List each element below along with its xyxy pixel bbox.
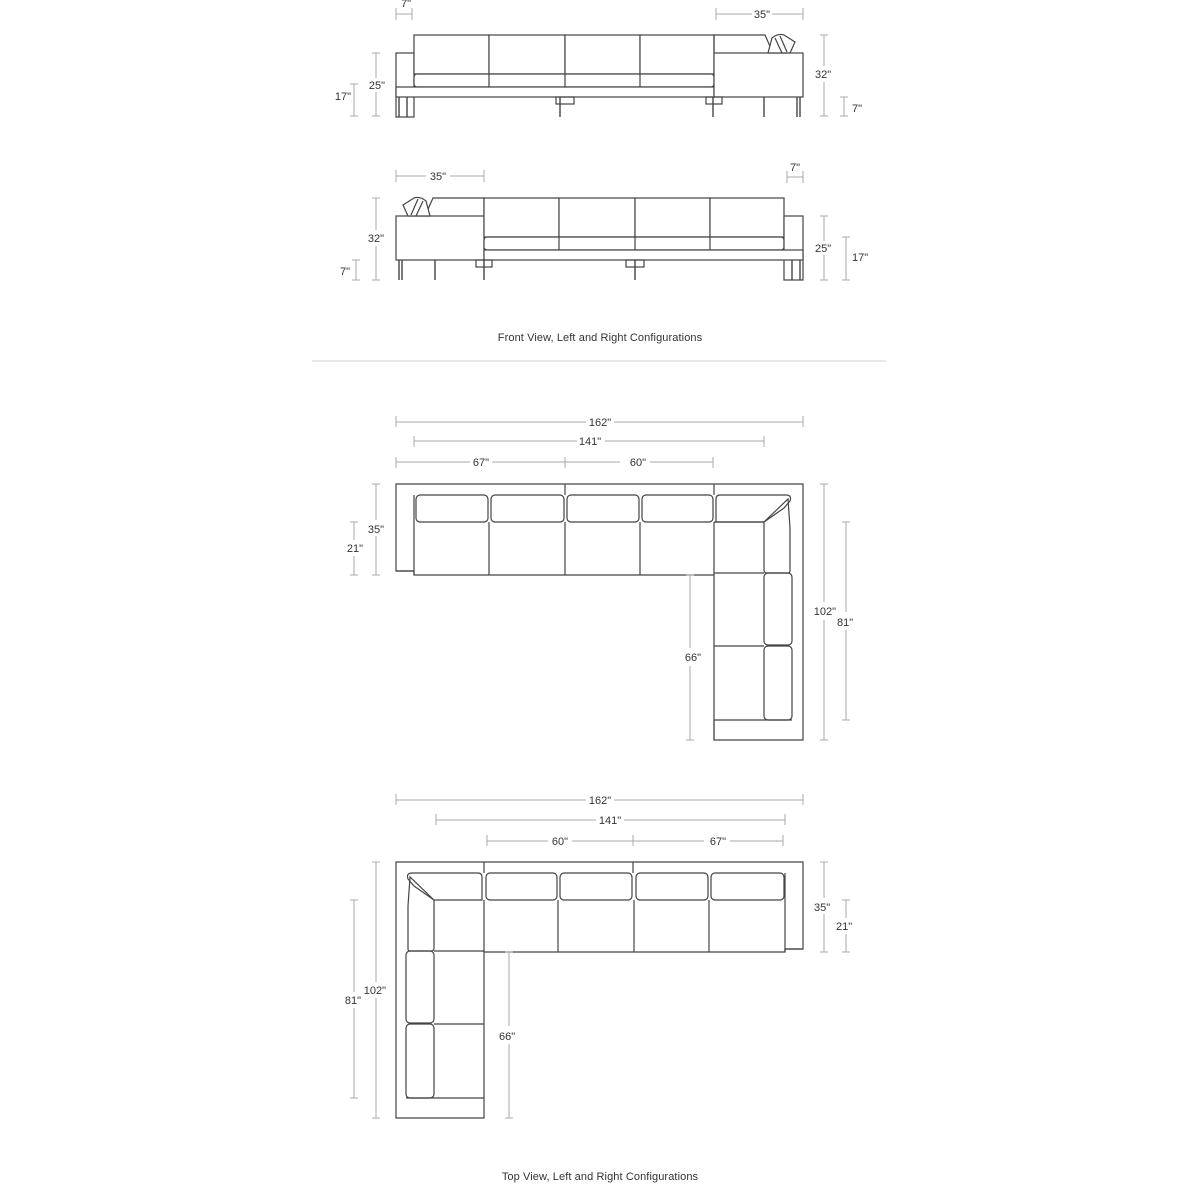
dim-top-right-section-a: 67" bbox=[472, 457, 490, 469]
dim-top-left-overall-width: 162" bbox=[588, 795, 612, 807]
dim-top-left-chaise-inner: 81" bbox=[344, 995, 361, 1007]
dim-front-right-seat-height: 17" bbox=[334, 91, 351, 103]
dim-top-left-inner-width: 141" bbox=[598, 815, 622, 827]
dim-top-left-section-a: 60" bbox=[551, 836, 569, 848]
front-view-left-config bbox=[340, 162, 868, 280]
dim-front-right-chaise-width: 35" bbox=[753, 9, 771, 21]
dim-top-left-chaise-overall: 102" bbox=[363, 985, 386, 997]
dim-top-right-chaise-extension: 66" bbox=[684, 652, 701, 664]
dim-front-left-overall-height: 32" bbox=[367, 233, 384, 245]
sofa-front-right-drawing bbox=[396, 34, 803, 117]
dim-front-right-back-height: 25" bbox=[368, 80, 385, 92]
dim-top-right-seat-depth: 21" bbox=[346, 543, 363, 555]
dim-top-right-section-b: 60" bbox=[629, 457, 647, 469]
front-view-right-config bbox=[335, 0, 862, 117]
dim-top-left-depth: 35" bbox=[814, 902, 831, 914]
front-view-caption: Front View, Left and Right Configurations bbox=[497, 332, 703, 344]
dim-front-right-leg-height: 7" bbox=[852, 103, 863, 115]
dim-top-right-overall-width: 162" bbox=[588, 417, 612, 429]
dim-front-left-seat-height: 17" bbox=[852, 252, 869, 264]
sofa-top-left-drawing bbox=[396, 862, 803, 1118]
dim-front-left-arm: 7" bbox=[789, 162, 801, 174]
top-view-caption: Top View, Left and Right Configurations bbox=[501, 1171, 699, 1183]
dim-top-left-seat-depth: 21" bbox=[836, 921, 853, 933]
sofa-top-right-drawing bbox=[396, 484, 803, 740]
dim-top-left-chaise-extension: 66" bbox=[499, 1031, 516, 1043]
dim-top-right-inner-width: 141" bbox=[578, 436, 602, 448]
dim-top-left-section-b: 67" bbox=[709, 836, 727, 848]
dim-lines-top-left bbox=[350, 794, 853, 1118]
dim-top-right-chaise-inner: 81" bbox=[837, 617, 854, 629]
dim-front-right-overall-height: 32" bbox=[815, 69, 832, 81]
dim-front-left-chaise-width: 35" bbox=[429, 171, 447, 183]
dim-front-left-leg-height: 7" bbox=[339, 266, 350, 278]
top-view-left-config bbox=[345, 794, 852, 1118]
sofa-front-left-drawing bbox=[396, 197, 803, 280]
top-view-right-config bbox=[347, 416, 853, 740]
dim-front-left-back-height: 25" bbox=[815, 243, 832, 255]
dim-front-right-arm: 7" bbox=[400, 0, 412, 10]
dim-top-right-depth: 35" bbox=[367, 524, 384, 536]
dim-top-right-chaise-overall: 102" bbox=[813, 606, 836, 618]
dim-lines-top-right bbox=[350, 416, 850, 740]
